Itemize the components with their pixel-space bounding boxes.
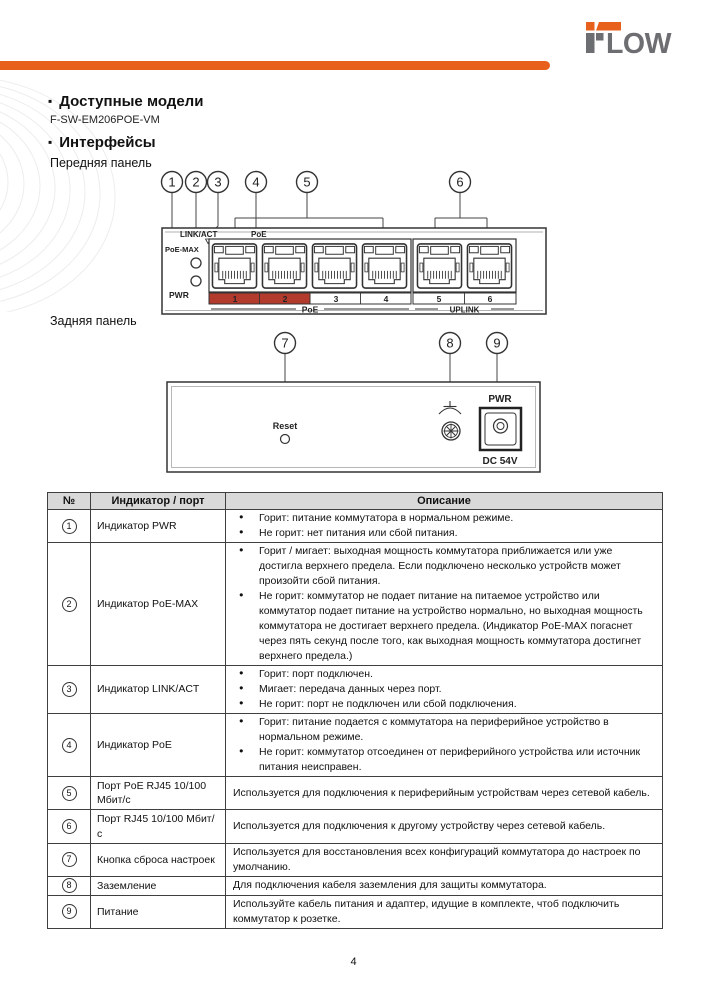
bullet-item: ● Горит: питание подается с коммутатора на периферийное устройство в нормальном режиме.: [231, 715, 657, 745]
rj45-port-4: [362, 244, 406, 288]
table-row: [48, 666, 663, 714]
table-row: [48, 543, 663, 666]
model-code: F-SW-EM206POE-VM: [50, 114, 160, 126]
label-front-panel: Передняя панель: [50, 156, 152, 170]
row-number-badge: 2: [62, 597, 77, 612]
ground-screw: [442, 422, 460, 440]
port-number-6: 6: [487, 294, 493, 304]
callout-number-8: 8: [446, 335, 454, 351]
heading-available-models: ▪ Доступные модели: [48, 93, 203, 110]
indicator-name: Индикатор LINK/ACT: [91, 666, 226, 714]
logo-dot: [586, 22, 595, 31]
page-number: 4: [350, 956, 357, 968]
rear-panel-diagram: [150, 330, 560, 480]
pwr-led: [191, 276, 201, 286]
description-bullets: [231, 667, 657, 712]
poe-max-led: [191, 258, 201, 268]
table-row: [48, 510, 663, 543]
table-header-row: [48, 493, 663, 510]
row-number-badge: 1: [62, 519, 77, 534]
header-indicator-port: Индикатор / порт: [91, 493, 226, 510]
logo-f-stem: [586, 33, 595, 53]
label-rear-panel: Задняя панель: [50, 314, 137, 328]
row-number-badge: 3: [62, 682, 77, 697]
table-row: [48, 895, 663, 928]
table-row: [48, 777, 663, 810]
front-panel-diagram: [150, 166, 560, 318]
port-number-1: 1: [232, 294, 238, 304]
dc-jack-pin: [497, 423, 504, 430]
port-name: Порт PoE RJ45 10/100 Мбит/с: [91, 777, 226, 810]
row-number-badge: 5: [62, 786, 77, 801]
label-link-act: LINK/ACT: [180, 230, 218, 239]
logo-letters: LOW: [606, 28, 671, 56]
callout-number-7: 7: [281, 335, 289, 351]
callout-number-2: 2: [192, 174, 200, 190]
description-text: Используется для подключения к периферийным устройствам через сетевой кабель.: [233, 786, 650, 799]
callout-number-3: 3: [214, 174, 222, 190]
callout-number-4: 4: [252, 174, 260, 190]
indicator-name: Индикатор PoE: [91, 714, 226, 777]
rear-callouts: [275, 333, 508, 354]
reset-button: [281, 435, 290, 444]
rj45-port-5: [417, 244, 461, 288]
rj45-port-2: [262, 244, 306, 288]
heading-interfaces: ▪ Интерфейсы: [48, 134, 156, 151]
port-number-5: 5: [436, 294, 442, 304]
rj45-port-1: [212, 244, 256, 288]
callout-number-5: 5: [303, 174, 311, 190]
rj45-port-6: [467, 244, 511, 288]
description-bullets: [231, 544, 657, 664]
description-text: Для подключения кабеля заземления для защиты коммутатора.: [233, 879, 547, 892]
callout-number-6: 6: [456, 174, 464, 190]
bullet-item: ● Не горит: нет питания или сбой питания.: [231, 526, 657, 541]
indicator-name: Индикатор PWR: [91, 510, 226, 543]
label-pwr-jack: PWR: [488, 394, 512, 405]
table-row: [48, 876, 663, 895]
header-num: №: [48, 493, 91, 510]
description-text: Используется для подключения к другому устройству через сетевой кабель.: [233, 820, 606, 833]
flow-logo: [585, 20, 687, 56]
description-text: Используйте кабель питания и адаптер, идущие в комплекте, чтоб подключить коммутатор к розетке.: [233, 897, 620, 925]
front-callouts: [162, 172, 471, 193]
control-name: Питание: [91, 895, 226, 928]
bullet-item: ● Горит: порт подключен.: [231, 667, 657, 682]
group-label-uplink: UPLINK: [449, 305, 480, 315]
label-reset: Reset: [272, 421, 298, 431]
bullet-item: ● Не горит: коммутатор не подает питание на питаемое устройство или коммутатор подает питание на устройство нормально, но выходная мощность коммутатора не достигает верхнего предела. (Индикатор PoE-MAX погаснет через пять секунд после того, как выходная мощность коммутатора достигнет верхнего предела.): [231, 589, 657, 664]
group-label-poe: PoE: [301, 304, 319, 315]
port-number-4: 4: [383, 294, 389, 304]
callout-number-1: 1: [168, 174, 176, 190]
logo-f-mid-arm: [596, 33, 604, 41]
row-number-badge: 9: [62, 904, 77, 919]
port-number-2: 2: [282, 294, 288, 304]
callout-number-9: 9: [493, 335, 501, 351]
row-number-badge: 7: [62, 852, 77, 867]
port-name: Порт RJ45 10/100 Мбит/с: [91, 810, 226, 843]
bullet-item: ● Не горит: коммутатор отсоединен от периферийного устройства или источник питания неисправен.: [231, 745, 657, 775]
description-text: Используется для восстановления всех конфигураций коммутатора до настроек по умолчанию.: [233, 845, 641, 873]
description-bullets: [231, 511, 657, 541]
label-poe-led: PoE: [251, 230, 267, 239]
bullet-item: ● Мигает: передача данных через порт.: [231, 682, 657, 697]
header-description: Описание: [226, 493, 663, 510]
row-number-badge: 6: [62, 819, 77, 834]
indicator-port-table: [47, 492, 663, 929]
table-row: [48, 810, 663, 843]
rj45-port-3: [312, 244, 356, 288]
port-strip-red-highlight: [210, 294, 311, 304]
label-pwr-led: PWR: [169, 290, 189, 300]
table-row: [48, 714, 663, 777]
port-number-3: 3: [333, 294, 339, 304]
label-poe-max: PoE-MAX: [165, 245, 199, 254]
control-name: Заземление: [91, 876, 226, 895]
indicator-name: Индикатор PoE-MAX: [91, 543, 226, 666]
bullet-item: ● Не горит: порт не подключен или сбой подключения.: [231, 697, 657, 712]
label-dc-54v: DC 54V: [482, 456, 518, 467]
row-number-badge: 8: [62, 878, 77, 893]
accent-divider-bar: [0, 61, 550, 70]
row-number-badge: 4: [62, 738, 77, 753]
table-row: [48, 843, 663, 876]
bullet-item: ● Горит / мигает: выходная мощность коммутатора приближается или уже достигла верхнего предела. Если подключено несколько устройств может произойти сбой питания.: [231, 544, 657, 589]
description-bullets: [231, 715, 657, 775]
control-name: Кнопка сброса настроек: [91, 843, 226, 876]
bullet-item: ● Горит: питание коммутатора в нормальном режиме.: [231, 511, 657, 526]
